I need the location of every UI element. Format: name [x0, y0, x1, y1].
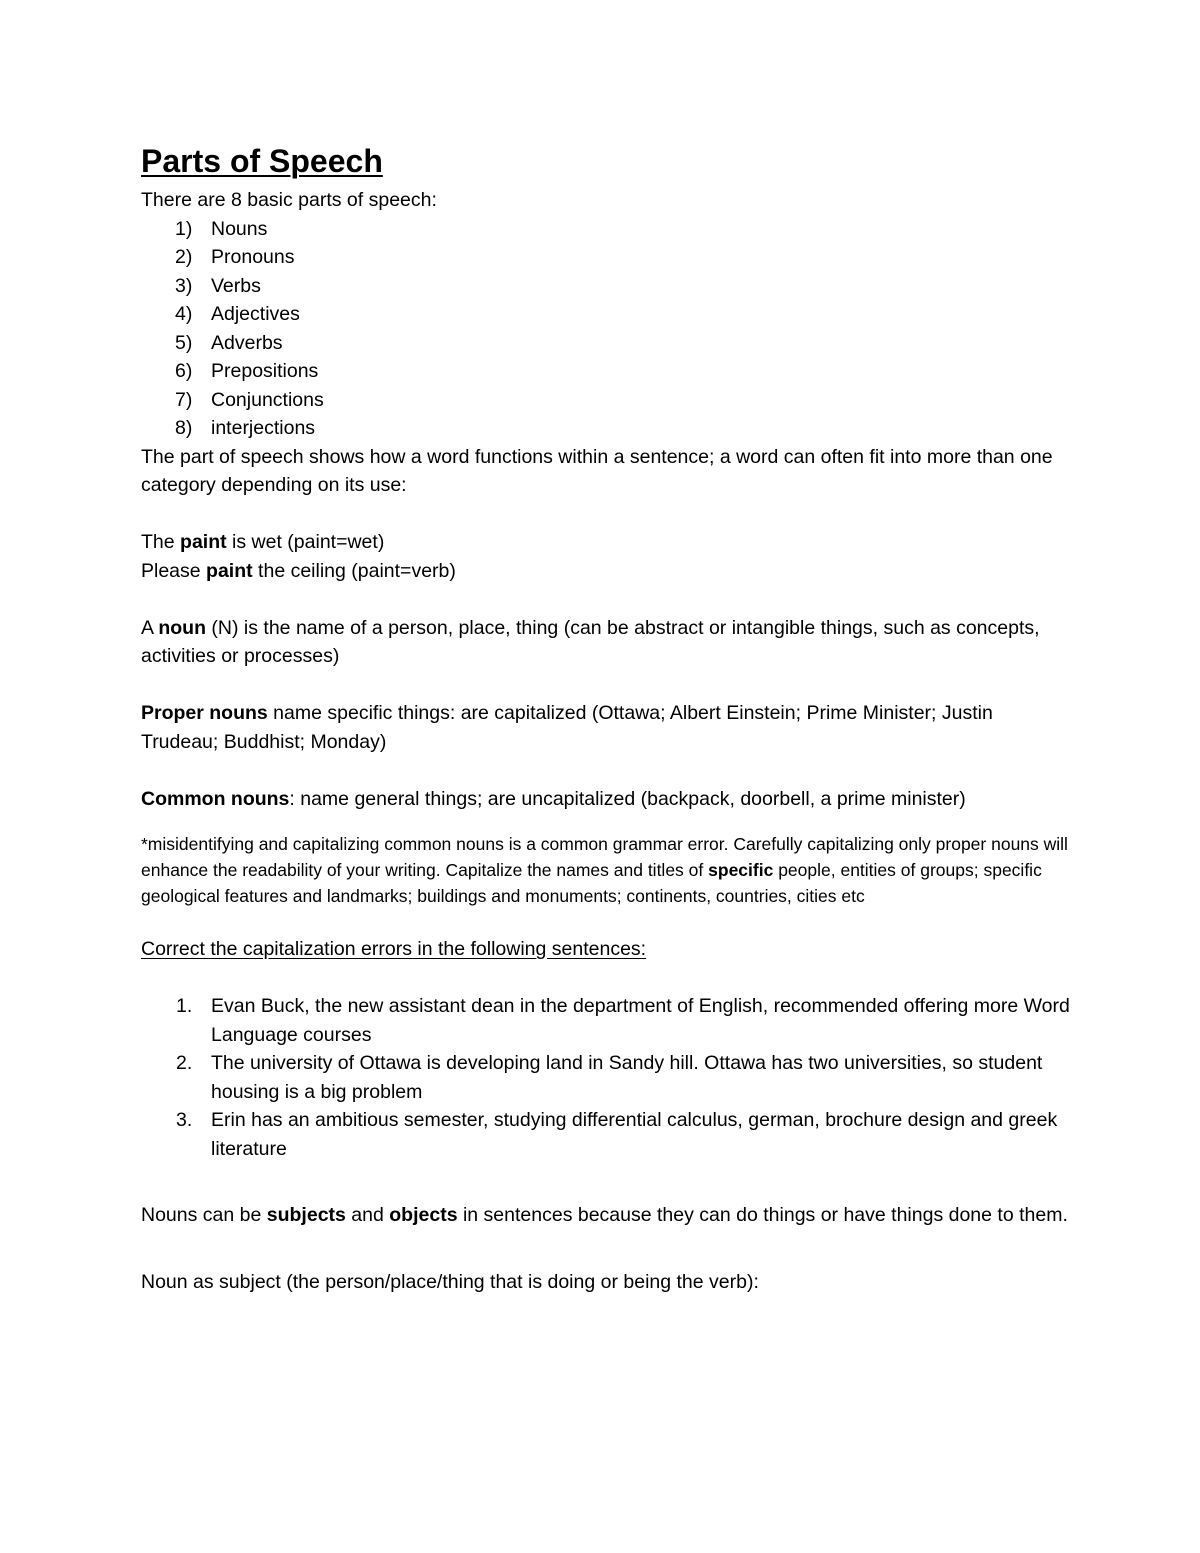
list-item: 7) Conjunctions [175, 388, 324, 411]
list-item: 2. The university of Ottawa is developing land in Sandy hill. Ottawa has two universities, so student housing is a big problem [176, 1052, 1043, 1103]
capitalization-note: *misidentifying and capitalizing common nouns is a common grammar error. Carefully capitalizing only proper nouns will enhance the readability of your writing. Capitalize the names and titles of specific people, entities of groups; specific geological features and landmarks; buildings and monuments; continents, countries, cities etc [141, 834, 1068, 906]
example-sentence-verb: Please paint the ceiling (paint=verb) [141, 559, 456, 582]
list-item: 1) Nouns [175, 217, 268, 240]
list-item: 3. Erin has an ambitious semester, studying differential calculus, german, brochure design and greek literature [176, 1109, 1058, 1160]
subjects-objects-paragraph: Nouns can be subjects and objects in sentences because they can do things or have things done to them. [141, 1204, 1068, 1226]
function-paragraph: The part of speech shows how a word functions within a sentence; a word can often fit into more than one category depending on its use: [141, 445, 1053, 496]
proper-nouns-paragraph: Proper nouns name specific things: are capitalized (Ottawa; Albert Einstein; Prime Minister; Justin Trudeau; Buddhist; Monday) [141, 702, 993, 753]
list-item: 6) Prepositions [175, 360, 319, 382]
list-item: 1. Evan Buck, the new assistant dean in the department of English, recommended offering more Word Language courses [176, 995, 1070, 1046]
parts-list [141, 215, 1071, 443]
intro-text: There are 8 basic parts of speech: [141, 189, 437, 211]
page-title: Parts of Speech [141, 143, 383, 179]
exercise-heading: Correct the capitalization errors in the following sentences: [141, 938, 647, 960]
exercise-list [141, 992, 1071, 1163]
list-item: 2) Pronouns [175, 246, 295, 268]
noun-definition: A noun (N) is the name of a person, place, thing (can be abstract or intangible things, such as concepts, activities or processes) [141, 616, 1040, 667]
document-page [141, 140, 1071, 1296]
example-sentence-noun: The paint is wet (paint=wet) [141, 531, 385, 553]
list-item: 8) interjections [175, 417, 316, 439]
list-item: 3) Verbs [175, 274, 261, 297]
noun-as-subject-heading: Noun as subject (the person/place/thing that is doing or being the verb): [141, 1270, 759, 1293]
list-item: 4) Adjectives [175, 303, 300, 325]
list-item: 5) Adverbs [175, 331, 283, 354]
common-nouns-paragraph: Common nouns: name general things; are uncapitalized (backpack, doorbell, a prime minister) [141, 787, 966, 810]
